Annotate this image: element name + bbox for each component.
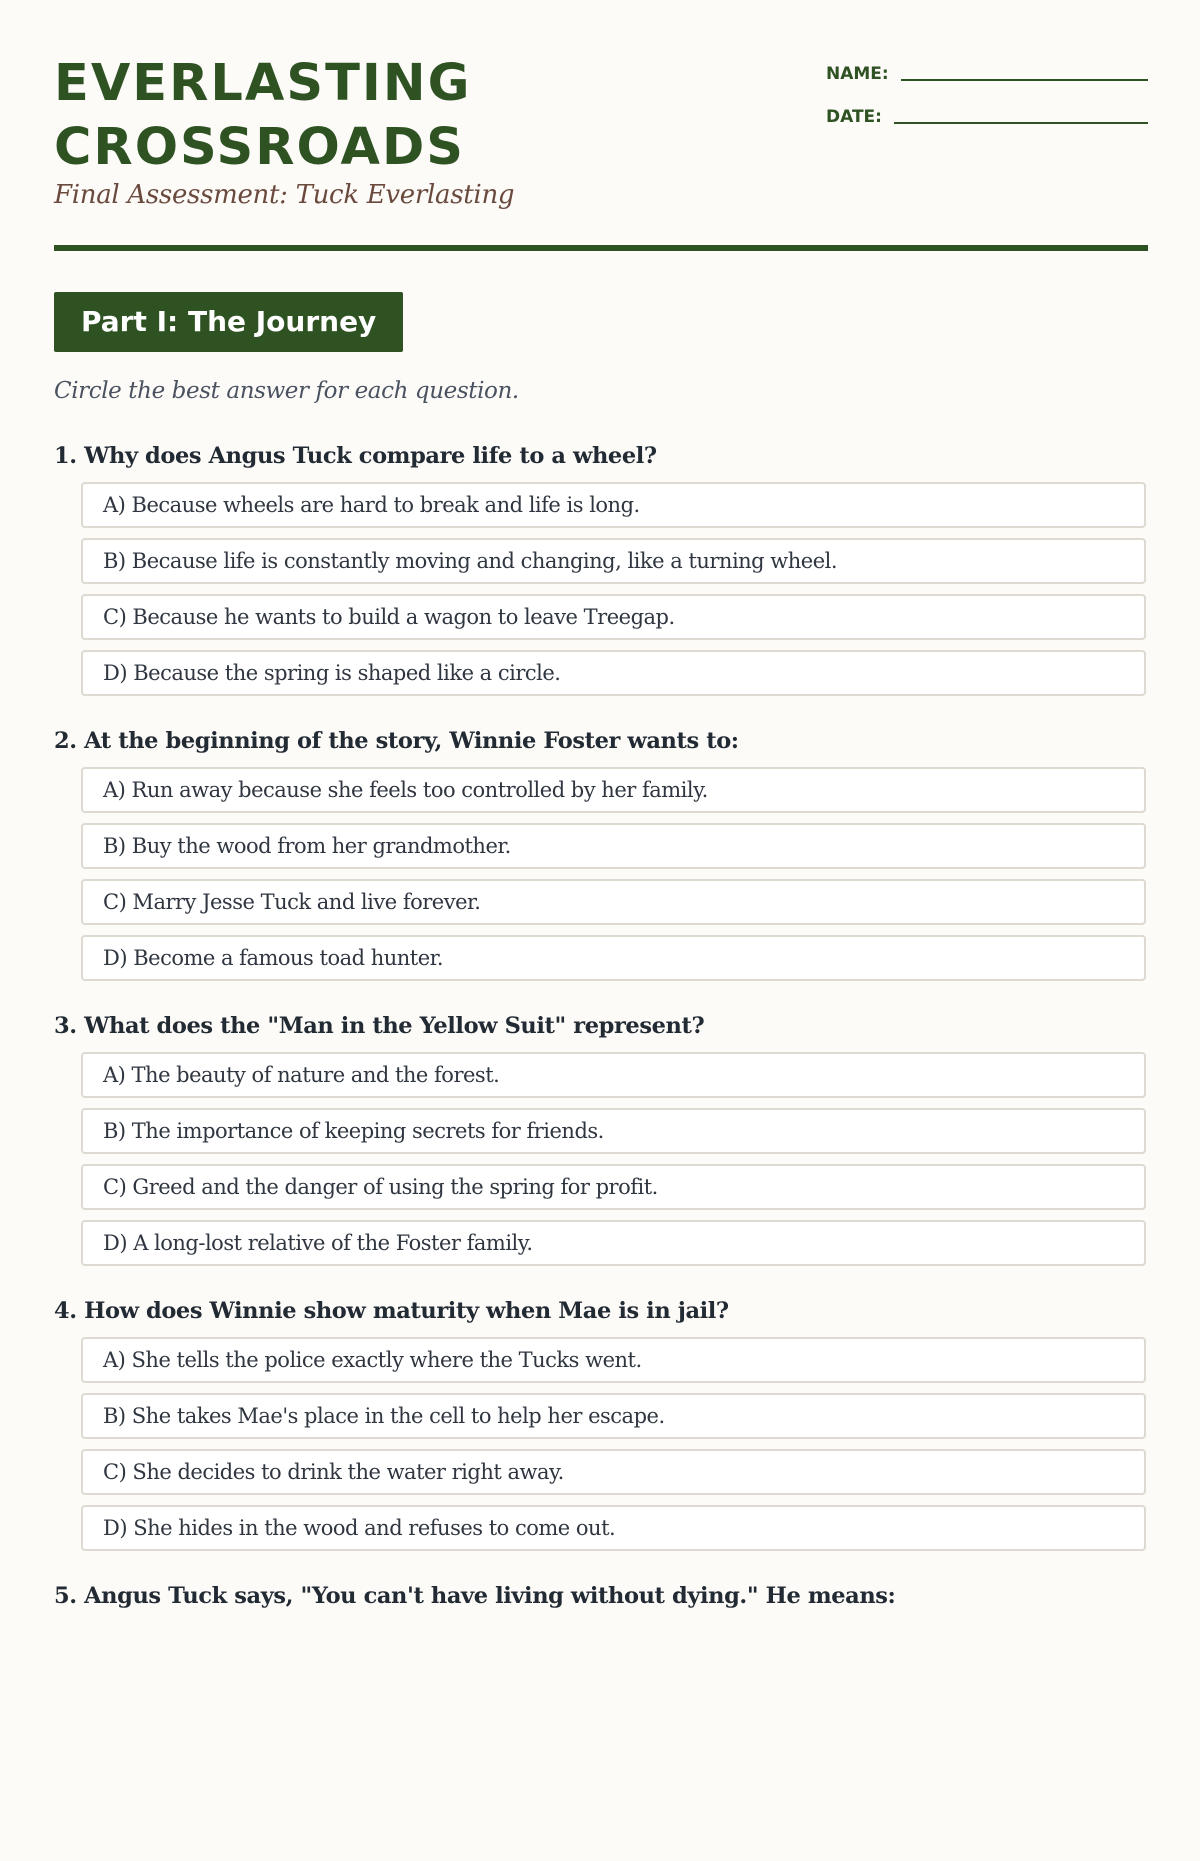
question-text: 4. How does Winnie show maturity when Mae is in jail? [54, 1298, 729, 1324]
answer-option[interactable]: A) The beauty of nature and the forest. [81, 1052, 1146, 1098]
worksheet-header [54, 0, 1148, 252]
date-label: DATE: [826, 107, 882, 127]
instructions: Circle the best answer for each question. [54, 378, 519, 404]
answer-option[interactable]: A) She tells the police exactly where the Tucks went. [81, 1337, 1146, 1383]
answer-option[interactable]: D) A long-lost relative of the Foster family. [81, 1220, 1146, 1266]
name-row [826, 56, 1148, 84]
header-divider [54, 245, 1148, 251]
date-row [826, 99, 1148, 127]
part-heading: Part I: The Journey [54, 292, 403, 352]
answer-option[interactable]: B) She takes Mae's place in the cell to help her escape. [81, 1393, 1146, 1439]
answer-option[interactable]: B) Because life is constantly moving and changing, like a turning wheel. [81, 538, 1146, 584]
question-text: 5. Angus Tuck says, "You can't have living without dying." He means: [54, 1583, 896, 1609]
question-list [54, 436, 1148, 1861]
answer-option[interactable]: D) Become a famous toad hunter. [81, 935, 1146, 981]
answer-option[interactable]: B) Buy the wood from her grandmother. [81, 823, 1146, 869]
answer-option[interactable]: A) Run away because she feels too controlled by her family. [81, 767, 1146, 813]
worksheet-title: EVERLASTING CROSSROADS [54, 54, 472, 177]
answer-option[interactable]: C) Marry Jesse Tuck and live forever. [81, 879, 1146, 925]
answer-option[interactable]: C) Greed and the danger of using the spring for profit. [81, 1164, 1146, 1210]
question-1 [54, 436, 1148, 721]
answer-option[interactable]: A) Because wheels are hard to break and life is long. [81, 482, 1146, 528]
question-text: 2. At the beginning of the story, Winnie Foster wants to: [54, 728, 739, 754]
question-3 [54, 1006, 1148, 1291]
question-2 [54, 721, 1148, 1006]
worksheet-page [54, 0, 1148, 1609]
question-text: 3. What does the "Man in the Yellow Suit" represent? [54, 1013, 705, 1039]
name-blank[interactable] [901, 79, 1148, 81]
question-text: 1. Why does Angus Tuck compare life to a wheel? [54, 443, 657, 469]
question-5 [54, 1576, 1148, 1861]
question-4 [54, 1291, 1148, 1576]
date-blank[interactable] [894, 122, 1148, 124]
answer-option[interactable]: D) Because the spring is shaped like a circle. [81, 650, 1146, 696]
answer-option[interactable]: B) The importance of keeping secrets for friends. [81, 1108, 1146, 1154]
answer-option[interactable]: C) Because he wants to build a wagon to leave Treegap. [81, 594, 1146, 640]
student-info [826, 56, 1148, 142]
answer-option[interactable]: C) She decides to drink the water right away. [81, 1449, 1146, 1495]
worksheet-subtitle: Final Assessment: Tuck Everlasting [54, 180, 515, 210]
answer-option[interactable]: D) She hides in the wood and refuses to come out. [81, 1505, 1146, 1551]
name-label: NAME: [826, 64, 889, 84]
